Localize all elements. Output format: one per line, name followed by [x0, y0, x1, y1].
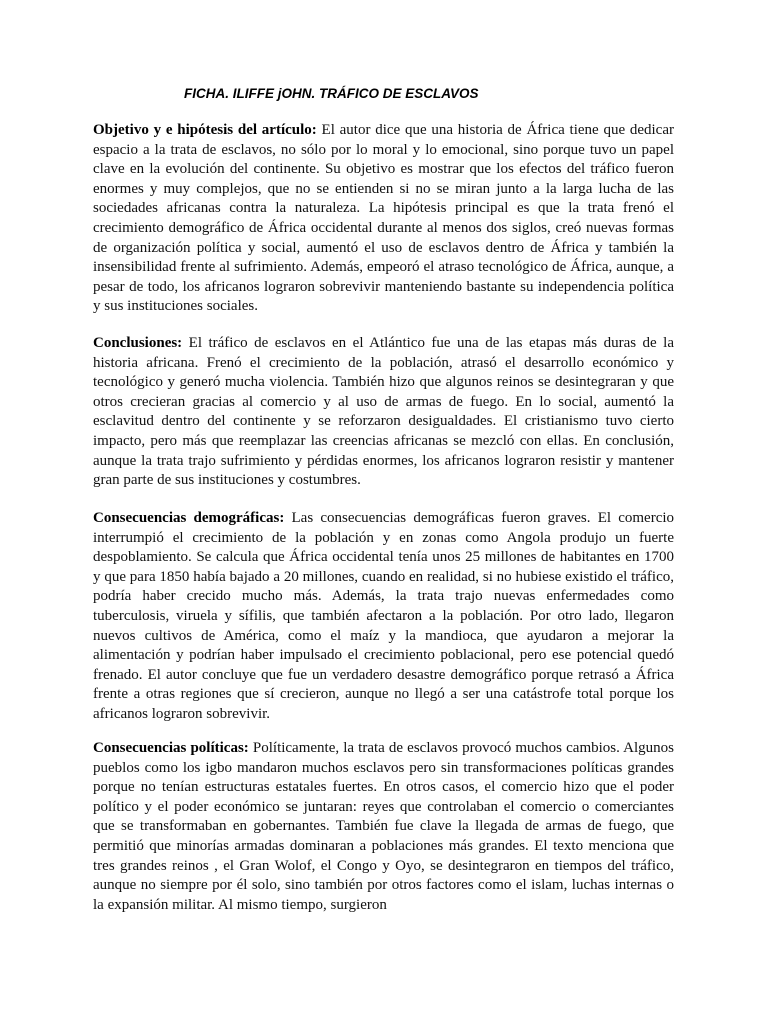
section-consecuencias-demograficas	[93, 509, 674, 725]
document-title: FICHA. ILIFFE jOHN. TRÁFICO DE ESCLAVOS	[184, 86, 479, 101]
section-conclusiones	[93, 334, 674, 491]
section-body: Las consecuencias demográficas fueron graves. El comercio interrumpió el crecimiento de la población y en zonas como Angola produjo un fuerte despoblamiento. Se calcula que África occidental tenía unos 25 millones de habitantes en 1700 y que para 1850 había bajado a 20 millones, cuando en realidad, si no hubiese existido el tráfico, podría haber crecido mucho más. Además, la trata trajo nuevas enfermedades como tuberculosis, viruela y sífilis, que también afectaron a la población. Por otro lado, llegaron nuevos cultivos de América, como el maíz y la mandioca, que ayudaron a mejorar la alimentación y podrían haber impulsado el crecimiento poblacional, pero ese potencial quedó frenado. El autor concluye que fue un verdadero desastre demográfico porque retrasó a África frente a otras regiones que sí crecieron, aunque no llegó a ser una catástrofe total porque los africanos lograron sobrevivir.	[93, 510, 675, 722]
section-body: El tráfico de esclavos en el Atlántico fue una de las etapas más duras de la historia africana. Frenó el crecimiento de la población, atrasó el desarrollo económico y tecnológico y generó mucha violencia. También hizo que algunos reinos se desintegraran y que otros crecieran gracias al comercio y al uso de armas de fuego. En lo social, aumentó la esclavitud dentro del continente y se reforzaron desigualdades. El cristianismo tuvo cierto impacto, pero más que reemplazar las creencias africanas se mezcló con ellas. En conclusión, aunque la trata trajo sufrimiento y pérdidas enormes, los africanos lograron resistir y mantener gran parte de sus instituciones y costumbres.	[93, 335, 674, 489]
section-consecuencias-politicas	[93, 739, 674, 915]
section-body: El autor dice que una historia de África tiene que dedicar espacio a la trata de esclavos, no sólo por lo moral y lo emocional, sino porque tuvo un papel clave en la evolución del continente. Su objetivo es mostrar que los efectos del tráfico fueron enormes y muy complejos, que no se entienden si no se miran junto a la larga lucha de las sociedades africanas contra la naturaleza. La hipótesis principal es que la trata frenó el crecimiento demográfico de África occidental durante al menos dos siglos, creó nuevas formas de organización política y social, aumentó el uso de esclavos dentro de África y también la insensibilidad frente al sufrimiento. Además, empeoró el atraso tecnológico de África, aunque, a pesar de todo, los africanos lograron sobrevivir manteniendo bastante su independencia política y sus instituciones sociales.	[93, 122, 674, 315]
section-heading: Consecuencias demográficas:	[93, 510, 285, 526]
section-objetivo	[93, 121, 674, 317]
section-heading: Objetivo y e hipótesis del artículo:	[93, 122, 317, 138]
section-heading: Conclusiones:	[93, 335, 183, 351]
section-body: Políticamente, la trata de esclavos provocó muchos cambios. Algunos pueblos como los igbo mandaron muchos esclavos pero sin transformaciones políticas grandes porque no tenían estructuras estatales fuertes. En otros casos, el comercio hizo que el poder político y el poder económico se juntaran: reyes que controlaban el comercio o comerciantes que se transformaban en gobernantes. También fue clave la llegada de armas de fuego, que permitió que minorías armadas dominaran a poblaciones más grandes. El texto menciona que tres grandes reinos , el Gran Wolof, el Congo y Oyo, se desintegraron en tiempos del tráfico, aunque no siempre por él solo, sino también por otros factores como el islam, luchas internas o la expansión militar. Al mismo tiempo, surgieron	[93, 740, 674, 913]
section-heading: Consecuencias políticas:	[93, 740, 249, 756]
